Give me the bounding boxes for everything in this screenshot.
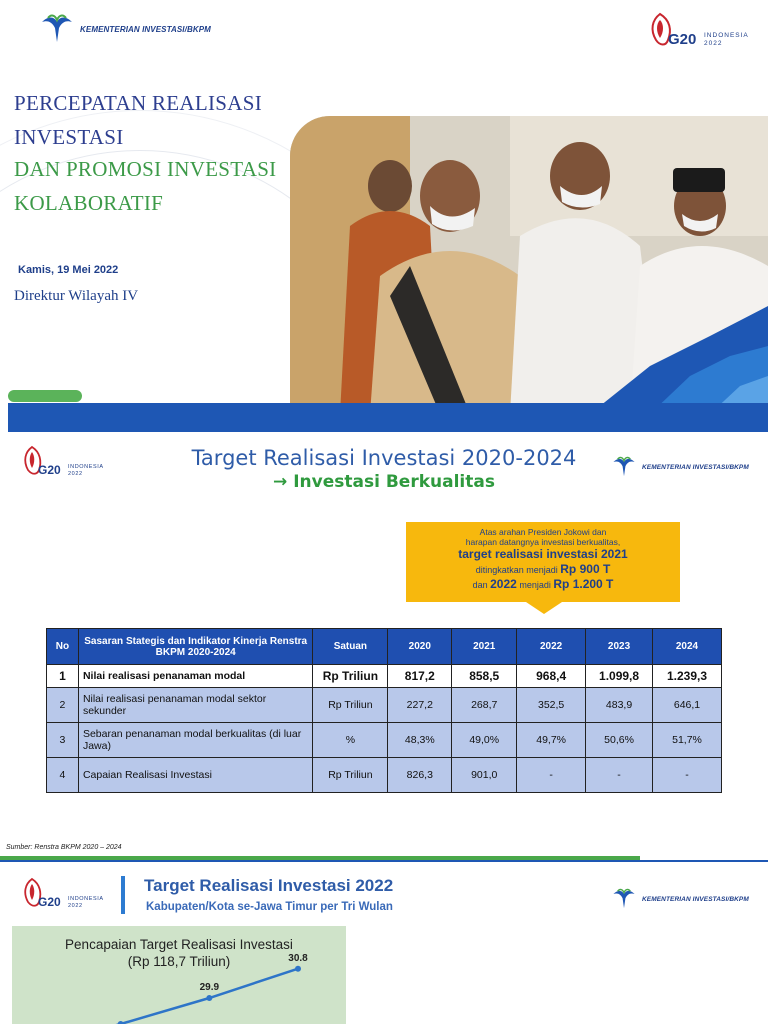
table-cell: 1 bbox=[47, 665, 79, 688]
title-line: DAN PROMOSI INVESTASI bbox=[14, 157, 277, 181]
callout-line: Atas arahan Presiden Jokowi dan bbox=[479, 527, 607, 537]
series-line bbox=[32, 969, 298, 1024]
chart-title: Pencapaian Target Realisasi Investasi bbox=[65, 937, 293, 952]
table-row bbox=[47, 723, 722, 758]
table-cell: Rp Triliun bbox=[313, 688, 388, 723]
slide-subtitle: Kabupaten/Kota se-Jawa Timur per Tri Wulan bbox=[146, 901, 393, 913]
logo-text: KEMENTERIAN INVESTASI/ bbox=[642, 463, 730, 471]
table-cell: 4 bbox=[47, 758, 79, 793]
line-chart-svg bbox=[12, 926, 346, 1024]
slide-target-table bbox=[0, 434, 768, 860]
title-line: KOLABORATIF bbox=[14, 191, 164, 215]
table-cell: 227,2 bbox=[388, 688, 452, 723]
g20-text: G20 bbox=[668, 31, 697, 48]
decorative-bar bbox=[8, 390, 82, 402]
kementerian-logo bbox=[612, 888, 749, 910]
g20-logo bbox=[20, 876, 116, 917]
table-cell: 49,0% bbox=[452, 723, 517, 758]
table-cell: Nilai realisasi penanaman modal sektor sekunder bbox=[78, 688, 312, 723]
g20-logo bbox=[646, 10, 756, 57]
table-cell: 483,9 bbox=[586, 688, 653, 723]
svg-text:2022: 2022 bbox=[68, 471, 83, 477]
table-cell: Sebaran penanaman modal berkualitas (di luar Jawa) bbox=[78, 723, 312, 758]
g20-logo-icon bbox=[646, 10, 756, 52]
svg-text:INDONESIA: INDONESIA bbox=[68, 464, 104, 470]
table-cell: 49,7% bbox=[517, 723, 586, 758]
accent-bar bbox=[121, 876, 125, 914]
table-cell: 826,3 bbox=[388, 758, 452, 793]
table-header: 2022 bbox=[517, 629, 586, 665]
decorative-bar bbox=[8, 403, 768, 432]
table-cell: Rp Triliun bbox=[313, 665, 388, 688]
table-header: 2020 bbox=[388, 629, 452, 665]
table-cell: 901,0 bbox=[452, 758, 517, 793]
svg-text:G20: G20 bbox=[38, 895, 61, 909]
cover-title-secondary bbox=[14, 152, 276, 220]
g20-year: 2022 bbox=[704, 40, 723, 47]
table-cell: 858,5 bbox=[452, 665, 517, 688]
data-point bbox=[295, 966, 301, 972]
table-cell: Rp Triliun bbox=[313, 758, 388, 793]
table-cell: % bbox=[313, 723, 388, 758]
g20-country: INDONESIA bbox=[704, 32, 749, 39]
callout-line: target realisasi investasi 2021 bbox=[458, 547, 628, 561]
slide-title: Target Realisasi Investasi 2020-2024 bbox=[191, 446, 577, 470]
table-cell: 51,7% bbox=[653, 723, 722, 758]
table-cell: 352,5 bbox=[517, 688, 586, 723]
callout-line: harapan datangnya investasi berkualitas, bbox=[465, 537, 621, 547]
table-cell: 646,1 bbox=[653, 688, 722, 723]
table-header: 2023 bbox=[586, 629, 653, 665]
table-header-row bbox=[47, 629, 722, 665]
svg-text:INDONESIA: INDONESIA bbox=[68, 896, 104, 902]
kementerian-logo-icon bbox=[612, 888, 636, 910]
achievement-chart bbox=[12, 926, 346, 1024]
data-point bbox=[206, 995, 212, 1001]
table-header: 2021 bbox=[452, 629, 517, 665]
table-cell: 2 bbox=[47, 688, 79, 723]
presenter-role: Direktur Wilayah IV bbox=[14, 288, 139, 304]
table-row bbox=[47, 758, 722, 793]
target-callout bbox=[406, 522, 680, 602]
target-table bbox=[46, 628, 722, 793]
logo-text: KEMENTERIAN INVESTASI/ bbox=[80, 24, 187, 34]
table-header: Satuan bbox=[313, 629, 388, 665]
slide-cover bbox=[0, 0, 768, 432]
table-cell: - bbox=[517, 758, 586, 793]
presentation-date: Kamis, 19 Mei 2022 bbox=[18, 264, 119, 276]
logo-text-bkpm: BKPM bbox=[729, 895, 749, 903]
table-cell: 968,4 bbox=[517, 665, 586, 688]
kementerian-logo bbox=[40, 14, 211, 44]
logo-text: KEMENTERIAN INVESTASI/ bbox=[642, 895, 730, 903]
svg-text:G20: G20 bbox=[38, 463, 61, 477]
slide-subtitle: → Investasi Berkualitas bbox=[273, 472, 495, 492]
table-header: 2024 bbox=[653, 629, 722, 665]
table-header: No bbox=[47, 629, 79, 665]
source-note: Sumber: Renstra BKPM 2020 – 2024 bbox=[6, 844, 122, 851]
table-cell: 50,6% bbox=[586, 723, 653, 758]
logo-text-bkpm: BKPM bbox=[729, 463, 749, 471]
g20-logo-icon bbox=[20, 876, 116, 912]
title-line: PERCEPATAN REALISASI bbox=[14, 91, 263, 115]
table-cell: Nilai realisasi penanaman modal bbox=[78, 665, 312, 688]
table-cell: Capaian Realisasi Investasi bbox=[78, 758, 312, 793]
table-header: Sasaran Stategis dan Indikator Kinerja Renstra BKPM 2020-2024 bbox=[78, 629, 312, 665]
cover-photo bbox=[290, 116, 768, 414]
data-label: 30.8 bbox=[288, 952, 308, 964]
table-cell: 3 bbox=[47, 723, 79, 758]
decorative-bar bbox=[0, 860, 768, 862]
kementerian-logo-icon bbox=[40, 14, 74, 44]
table-cell: 268,7 bbox=[452, 688, 517, 723]
table-row bbox=[47, 688, 722, 723]
slide-target-2022 bbox=[0, 864, 768, 1024]
table-row bbox=[47, 665, 722, 688]
callout-line: dan 2022 menjadi Rp 1.200 T bbox=[472, 577, 614, 591]
table-cell: - bbox=[586, 758, 653, 793]
table-cell: 1.239,3 bbox=[653, 665, 722, 688]
kementerian-logo-icon bbox=[612, 456, 636, 478]
svg-text:2022: 2022 bbox=[68, 903, 83, 909]
table-cell: - bbox=[653, 758, 722, 793]
callout-line: ditingkatkan menjadi Rp 900 T bbox=[475, 562, 611, 576]
title-line: INVESTASI bbox=[14, 125, 124, 149]
chart-subtitle: (Rp 118,7 Triliun) bbox=[127, 954, 231, 969]
table-cell: 817,2 bbox=[388, 665, 452, 688]
data-label: 29.9 bbox=[199, 982, 220, 993]
cover-title-primary bbox=[14, 86, 262, 154]
table-cell: 48,3% bbox=[388, 723, 452, 758]
logo-text-bkpm: BKPM bbox=[186, 24, 211, 34]
slide-title: Target Realisasi Investasi 2022 bbox=[144, 876, 394, 895]
table-cell: 1.099,8 bbox=[586, 665, 653, 688]
kementerian-logo bbox=[612, 456, 749, 478]
officials-photo-image bbox=[290, 116, 768, 414]
